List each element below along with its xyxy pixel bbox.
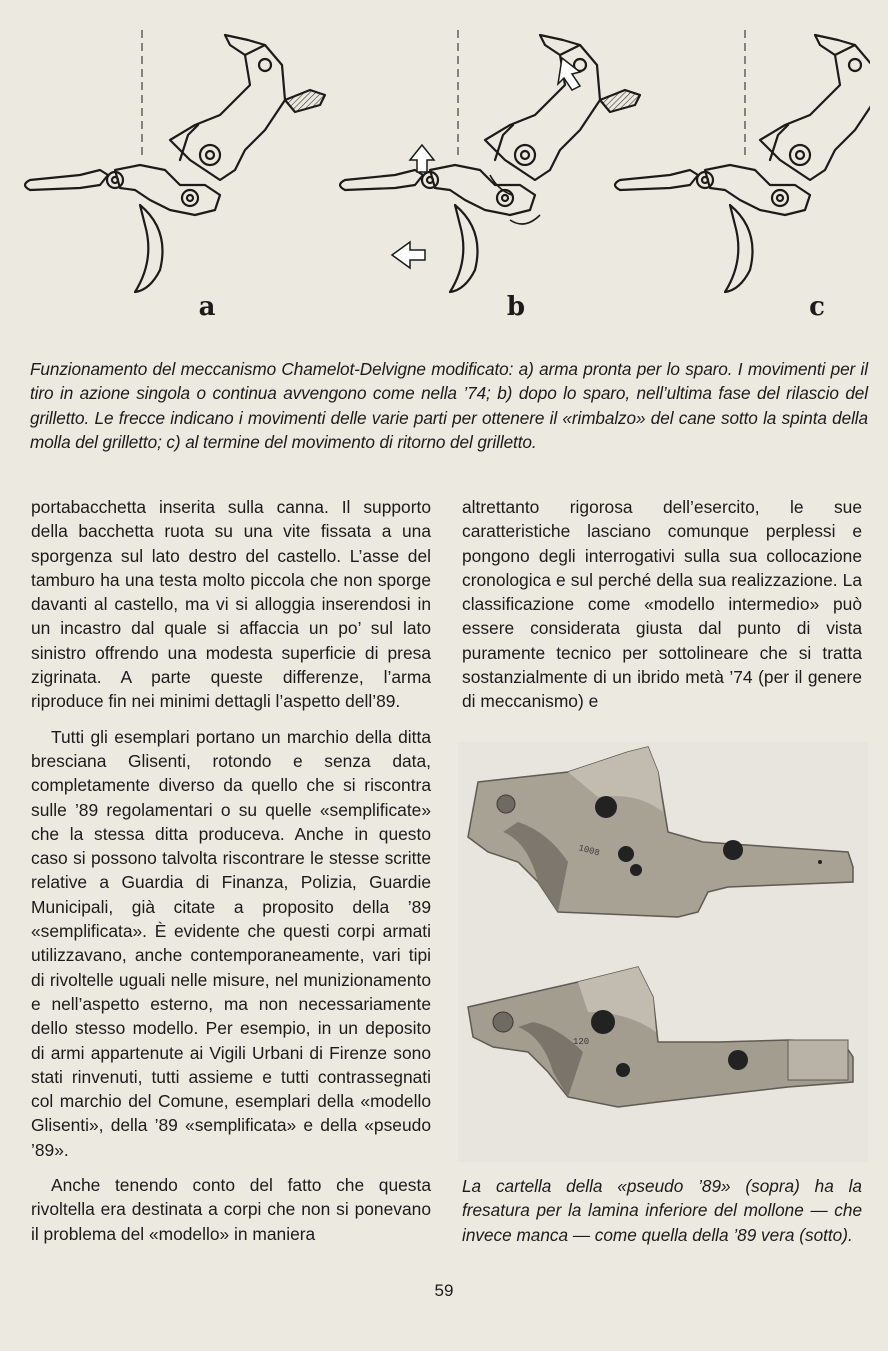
paragraph: Tutti gli esemplari portano un marchio della ditta bresciana Glisenti, rotondo e senza data, completamente diverso da quello che si riscontra sulle ’89 regolamentari o su quelle «semplificate» che la stessa ditta produceva. Anche in questo caso si possono talvolta riscontrare le stesse scritte relative a Guardia di Finanza, Polizia, Guardie Municipali, già citate a proposito della ’89 «semplificata». È evidente che questi corpi armati utilizzavano, anche contemporaneamente, vari tipi di rivoltelle uguali nelle misure, nel munizionamento e nell’aspetto esterno, ma non necessariamente dello stesso modello. Per esempio, in un deposito di armi appartenute ai Vigili Urbani di Firenze sono stati rinvenuti, tutti assieme e tutti contrassegnati col marchio del Comune, esemplari della «modello Glisenti», della ’89 «semplificata» e della «pseudo ’89». — [31, 726, 431, 1160]
figure-label-c: c — [809, 292, 825, 322]
plate-stamp-bottom: 120 — [573, 1037, 590, 1047]
paragraph: altrettanto rigorosa dell’esercito, le sue caratteristiche lasciano comunque perplessi e pongono degli interrogativi sulla sua collocazione cronologica e sul perché della sua realizzazione. La classificazione come «modello intermedio» può essere considerata giusta dal punto di vista puramente tecnico per sottolineare che si tratta sostanzialmente di un ibrido metà ’74 (per il genere di meccanismo) e — [462, 497, 862, 712]
page-number: 59 — [434, 1281, 454, 1300]
left-column — [31, 495, 431, 1246]
photo-caption: La cartella della «pseudo ’89» (sopra) ha la fresatura per la lamina inferiore del mollone — che invece manca — come quella della ’89 vera (sotto). — [462, 1176, 862, 1245]
figure-caption: Funzionamento del meccanismo Chamelot-Delvigne modificato: a) arma pronta per lo sparo. I movimenti per il tiro in azione singola o continua avvengono come nella ’74; b) dopo lo sparo, nell’ultima fase del rilascio del grilletto. Le frecce indicano i movimenti delle varie parti per ottenere il «rimbalzo» del cane sotto la spinta della molla del grilletto; c) al termine del movimento di ritorno del grilletto. — [30, 359, 868, 453]
figure-label-a: a — [198, 292, 216, 322]
right-column — [462, 495, 862, 714]
plate-stamp-top: 1008 — [577, 843, 601, 859]
paragraph: portabacchetta inserita sulla canna. Il supporto della bacchetta ruota su una vite fissata a una sporgenza sul lato destro del castello. L’asse del tamburo ha una testa molto piccola che non sporge davanti al castello, ma vi si alloggia inserendosi in un incastro dal quale si affaccia un po’ sul lato sinistro offrendo una modesta superficie di presa zigrinata. A parte queste differenze, l’arma riproduce fin nei minimi dettagli l’aspetto dell’89. — [31, 497, 431, 712]
side-plates-photo — [458, 742, 868, 1162]
paragraph: Anche tenendo conto del fatto che questa rivoltella era destinata a corpi che non si ponevano il problema del «modello» in maniera — [31, 1175, 431, 1244]
mechanism-diagram — [20, 20, 870, 330]
figure-label-b: b — [506, 292, 526, 322]
